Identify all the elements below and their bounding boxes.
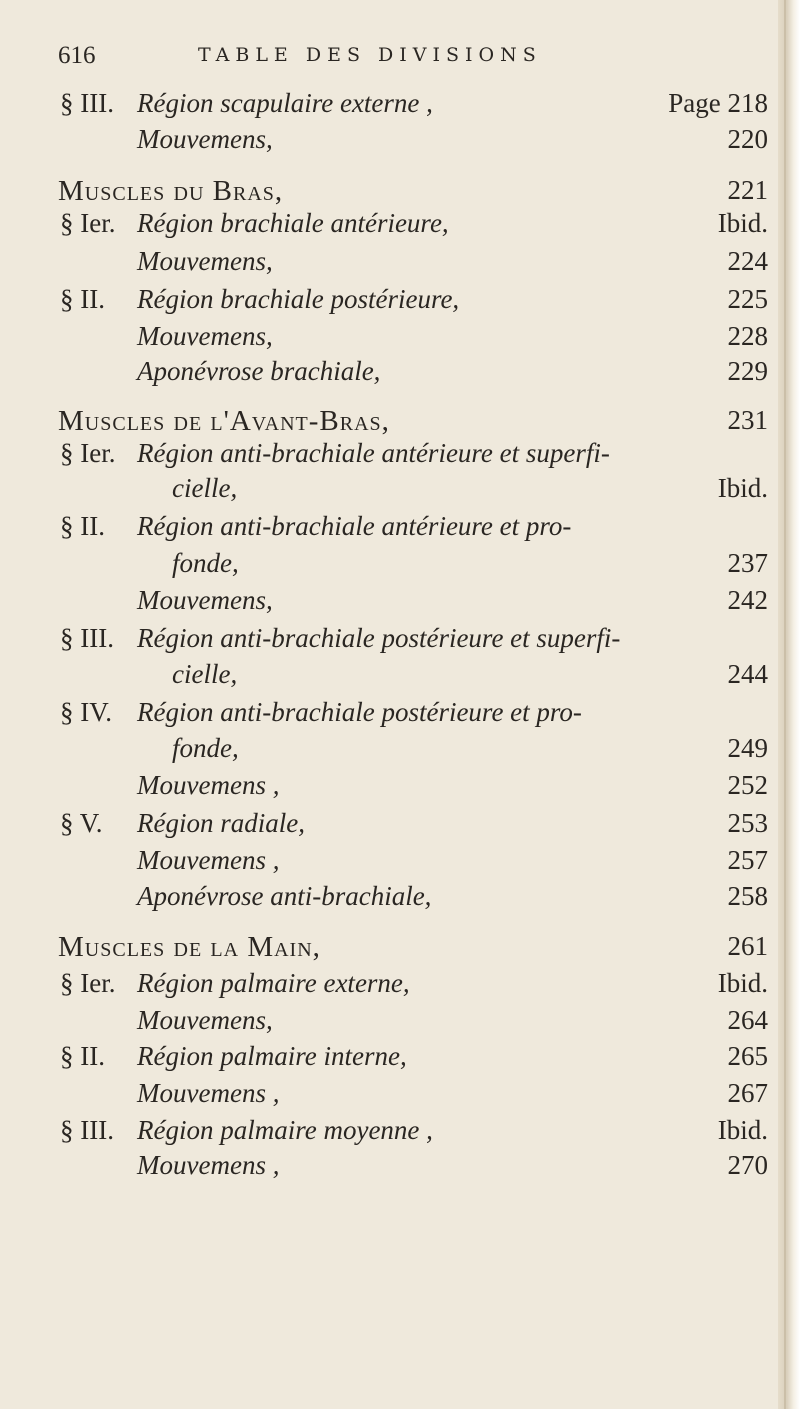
entry-title: Mouvemens , [137, 845, 280, 875]
section-mark: § Ier. [60, 208, 116, 238]
entry-title: Mouvemens, [137, 246, 273, 276]
entry-title: Région scapulaire externe , [137, 88, 433, 118]
page-reference: 242 [727, 585, 768, 615]
section-mark: § II. [60, 284, 105, 314]
toc-row [0, 473, 800, 513]
toc-heading-row [0, 931, 800, 971]
page-reference: Ibid. [717, 968, 768, 998]
entry-title: cielle, [172, 473, 238, 503]
toc-row [0, 88, 800, 128]
toc-row [0, 438, 800, 478]
page-reference: 228 [727, 321, 768, 351]
section-heading: Muscles de l'Avant-Bras, [58, 405, 390, 437]
entry-title: Région anti-brachiale antérieure et pro- [137, 511, 572, 541]
entry-title: Mouvemens, [137, 585, 273, 615]
page-reference: 264 [727, 1005, 768, 1035]
section-mark: § Ier. [60, 438, 116, 468]
entry-title: Mouvemens, [137, 124, 273, 154]
toc-row [0, 733, 800, 773]
page-reference: 253 [727, 808, 768, 838]
entry-title: Région palmaire externe, [137, 968, 410, 998]
page-reference: 237 [727, 548, 768, 578]
running-title: TABLE DES DIVISIONS [198, 44, 542, 66]
toc-row [0, 246, 800, 286]
toc-row [0, 548, 800, 588]
toc-row [0, 124, 800, 164]
entry-title: fonde, [172, 733, 239, 763]
entry-title: Région anti-brachiale antérieure et superfi- [137, 438, 610, 468]
page-reference: 265 [727, 1041, 768, 1071]
page-reference: 261 [727, 931, 768, 961]
toc-row [0, 968, 800, 1008]
toc-row [0, 356, 800, 396]
toc-row [0, 697, 800, 737]
toc-row [0, 623, 800, 663]
toc-row [0, 808, 800, 848]
toc-row [0, 1041, 800, 1081]
section-heading: Muscles de la Main, [58, 931, 321, 963]
section-mark: § III. [60, 88, 114, 118]
toc-row [0, 1150, 800, 1190]
toc-row [0, 770, 800, 810]
toc-row [0, 881, 800, 921]
entry-title: Région palmaire interne, [137, 1041, 407, 1071]
entry-title: Région anti-brachiale postérieure et pro- [137, 697, 582, 727]
section-mark: § V. [60, 808, 103, 838]
entry-title: Mouvemens , [137, 1078, 280, 1108]
page-reference: Page 218 [668, 88, 768, 118]
entry-title: cielle, [172, 659, 238, 689]
entry-title: fonde, [172, 548, 239, 578]
toc-row [0, 1005, 800, 1045]
entry-title: Aponévrose brachiale, [137, 356, 381, 386]
toc-row [0, 659, 800, 699]
toc-row [0, 511, 800, 551]
page-reference: 221 [727, 175, 768, 205]
page-reference: 257 [727, 845, 768, 875]
page-reference: 252 [727, 770, 768, 800]
page-reference: 220 [727, 124, 768, 154]
section-mark: § III. [60, 1115, 114, 1145]
entry-title: Région brachiale antérieure, [137, 208, 449, 238]
page-reference: 231 [727, 405, 768, 435]
section-mark: § III. [60, 623, 114, 653]
entry-title: Aponévrose anti-brachiale, [137, 881, 432, 911]
section-mark: § Ier. [60, 968, 116, 998]
entry-title: Région palmaire moyenne , [137, 1115, 433, 1145]
toc-row [0, 284, 800, 324]
section-mark: § IV. [60, 697, 113, 727]
page-reference: 258 [727, 881, 768, 911]
entry-title: Région radiale, [137, 808, 305, 838]
page-reference: 244 [727, 659, 768, 689]
page-reference: 224 [727, 246, 768, 276]
toc-row [0, 208, 800, 248]
page-reference: 225 [727, 284, 768, 314]
entry-title: Mouvemens, [137, 1005, 273, 1035]
entry-title: Région anti-brachiale postérieure et superfi- [137, 623, 621, 653]
entry-title: Mouvemens, [137, 321, 273, 351]
toc-row [0, 845, 800, 885]
toc-row [0, 321, 800, 361]
page-reference: 267 [727, 1078, 768, 1108]
toc-row [0, 1115, 800, 1155]
entry-title: Mouvemens , [137, 1150, 280, 1180]
section-heading: Muscles du Bras, [58, 175, 284, 207]
entry-title: Mouvemens , [137, 770, 280, 800]
page-reference: Ibid. [717, 1115, 768, 1145]
page-reference: Ibid. [717, 473, 768, 503]
page-header [58, 42, 758, 82]
section-mark: § II. [60, 511, 105, 541]
toc-row [0, 585, 800, 625]
page-reference: Ibid. [717, 208, 768, 238]
page-reference: 249 [727, 733, 768, 763]
section-mark: § II. [60, 1041, 105, 1071]
page-reference: 270 [727, 1150, 768, 1180]
entry-title: Région brachiale postérieure, [137, 284, 460, 314]
toc-row [0, 1078, 800, 1118]
page-number: 616 [58, 42, 96, 69]
page-reference: 229 [727, 356, 768, 386]
